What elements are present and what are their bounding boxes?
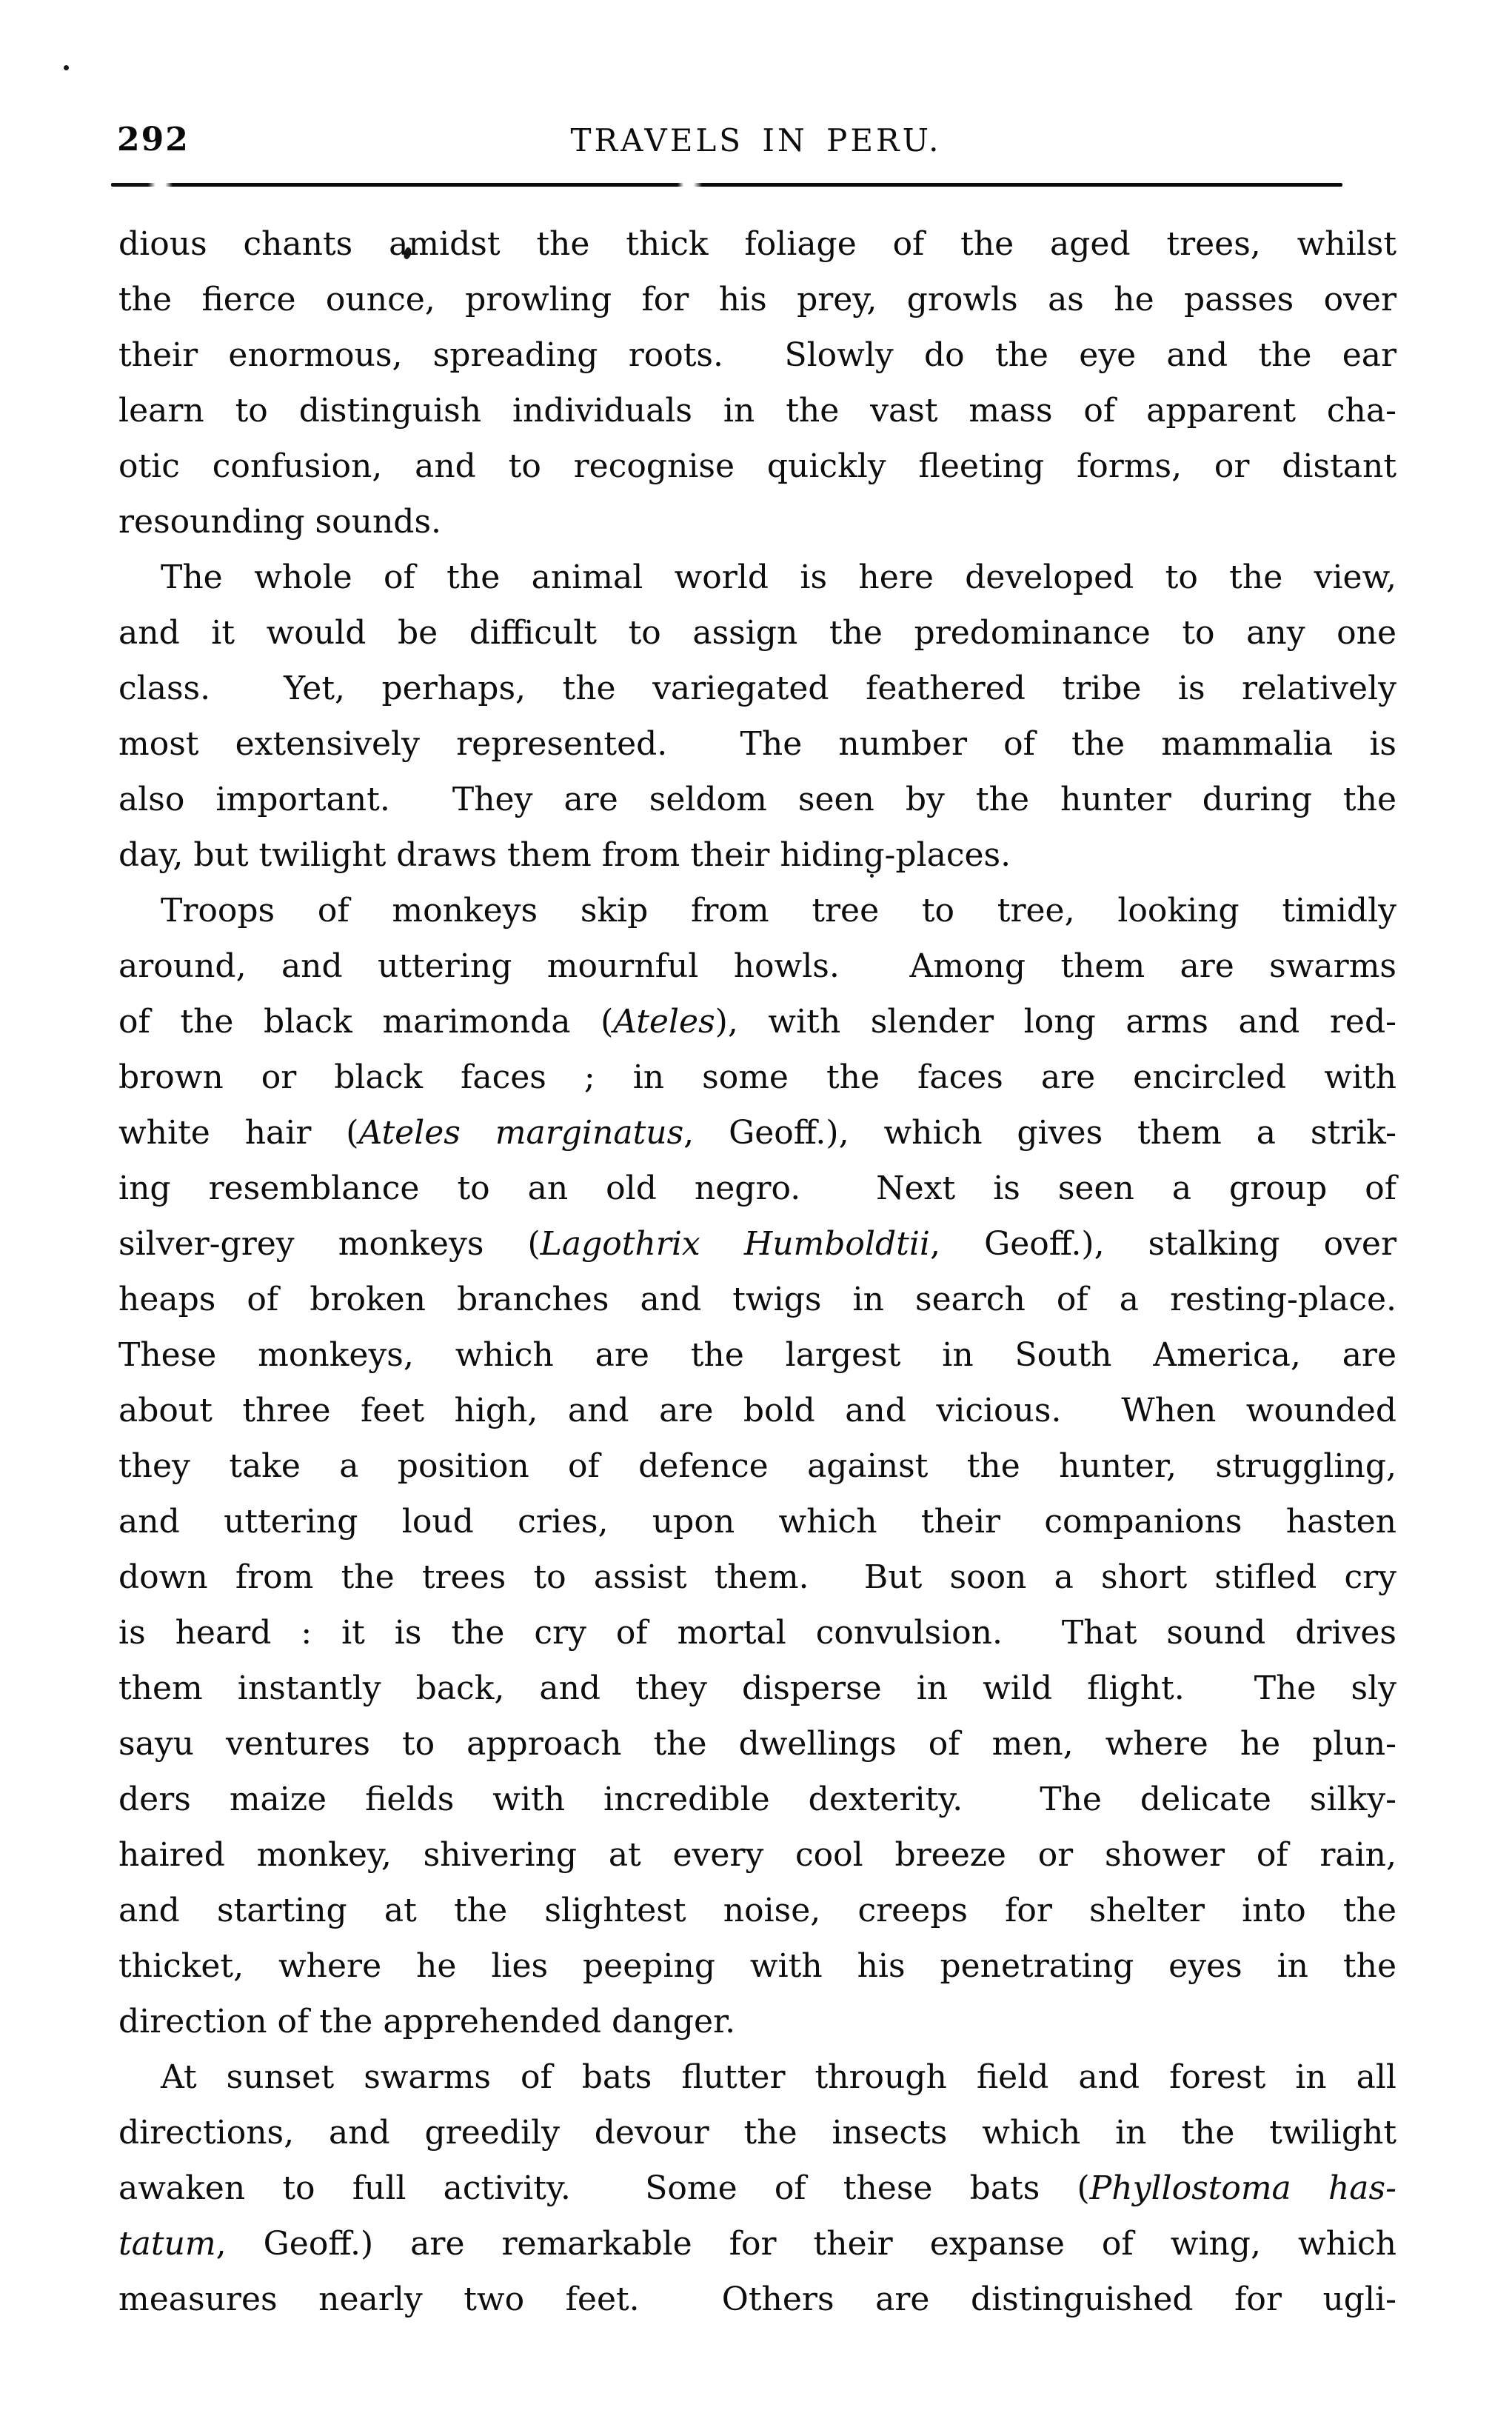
- text-line: [118, 272, 1396, 327]
- text-line: [118, 2160, 1396, 2216]
- text-segment: directions, and greedily devour the insects which in the twilight: [118, 2114, 1396, 2152]
- text-segment: These monkeys, which are the largest in South America, are: [118, 1336, 1396, 1374]
- text-segment: otic confusion, and to recognise quickly fleeting forms, or distant: [118, 447, 1396, 485]
- text-line: [118, 1327, 1396, 1383]
- text-line: [118, 605, 1396, 661]
- header-rule: [111, 183, 1342, 187]
- text-segment: heaps of broken branches and twigs in search of a resting-place.: [118, 1281, 1396, 1318]
- running-title: TRAVELS IN PERU.: [570, 122, 942, 158]
- text-segment: and uttering loud cries, upon which their companions hasten: [118, 1503, 1396, 1541]
- text-segment: ing resemblance to an old negro. Next is seen a group of: [118, 1169, 1396, 1207]
- text-segment: also important. They are seldom seen by the hunter during the: [118, 781, 1396, 818]
- text-line: [118, 1161, 1396, 1216]
- text-line: [118, 1050, 1396, 1105]
- text-line: [118, 1605, 1396, 1661]
- text-line: [118, 1549, 1396, 1605]
- text-line: [118, 2105, 1396, 2160]
- text-line: [118, 2272, 1396, 2327]
- page-number: 292: [117, 121, 190, 158]
- text-segment: measures nearly two feet. Others are distinguished for ugli-: [118, 2280, 1396, 2318]
- text-line: [118, 216, 1396, 272]
- text-line: [118, 1772, 1396, 1827]
- text-segment: class. Yet, perhaps, the variegated feathered tribe is relatively: [118, 670, 1396, 707]
- text-line: [118, 827, 1396, 883]
- text-segment: their enormous, spreading roots. Slowly do the eye and the ear: [118, 336, 1396, 374]
- text-line: [118, 1438, 1396, 1494]
- text-segment: learn to distinguish individuals in the vast mass of apparent cha-: [118, 392, 1396, 430]
- species-name-italic: Lagothrix Humboldtii: [540, 1225, 930, 1263]
- text-segment: direction of the apprehended danger.: [118, 2003, 736, 2040]
- text-line: [118, 550, 1396, 605]
- text-line: [118, 772, 1396, 827]
- text-line: [118, 1105, 1396, 1161]
- text-segment: day, but twilight draws them from their hiding-places.: [118, 836, 1011, 874]
- species-name-italic: Phyllostoma has-: [1089, 2169, 1396, 2207]
- text-segment: ders maize fields with incredible dexterity. The delicate silky-: [118, 1781, 1396, 1818]
- text-segment: , Geoff.), which gives them a strik-: [683, 1114, 1396, 1152]
- text-segment: ), with slender long arms and red-: [715, 1003, 1396, 1041]
- text-segment: is heard : it is the cry of mortal convulsion. That sound drives: [118, 1614, 1396, 1652]
- text-line: [118, 661, 1396, 716]
- text-line: [118, 1216, 1396, 1272]
- text-segment: Troops of monkeys skip from tree to tree, looking timidly: [161, 892, 1396, 930]
- text-segment: At sunset swarms of bats flutter through field and forest in all: [161, 2058, 1396, 2096]
- paragraph: [118, 883, 1396, 2049]
- text-segment: awaken to full activity. Some of these bats (: [118, 2169, 1090, 2207]
- text-line: [118, 327, 1396, 383]
- paragraph: [118, 2049, 1396, 2327]
- text-segment: The whole of the animal world is here developed to the view,: [161, 558, 1396, 596]
- text-segment: and it would be difficult to assign the predominance to any one: [118, 614, 1396, 652]
- ink-speck: [64, 65, 69, 70]
- text-segment: , Geoff.), stalking over: [929, 1225, 1396, 1263]
- text-line: [118, 716, 1396, 772]
- text-segment: the fierce ounce, prowling for his prey, growls as he passes over: [118, 281, 1396, 318]
- species-name-italic: tatum: [118, 2225, 216, 2263]
- text-segment: they take a position of defence against the hunter, struggling,: [118, 1447, 1396, 1485]
- body-text: [118, 216, 1396, 2327]
- text-line: [118, 1272, 1396, 1327]
- text-line: [118, 2216, 1396, 2272]
- text-segment: white hair (: [118, 1114, 359, 1152]
- species-name-italic: Ateles: [613, 1003, 715, 1041]
- text-segment: , Geoff.) are remarkable for their expanse of wing, which: [215, 2225, 1396, 2263]
- text-line: [118, 1827, 1396, 1883]
- paragraph: [118, 216, 1396, 550]
- text-line: [118, 883, 1396, 938]
- text-segment: down from the trees to assist them. But soon a short stifled cry: [118, 1558, 1396, 1596]
- text-line: [118, 1938, 1396, 1994]
- text-line: [118, 1494, 1396, 1549]
- text-segment: dious chants amidst the thick foliage of the aged trees, whilst: [118, 225, 1396, 263]
- text-segment: thicket, where he lies peeping with his penetrating eyes in the: [118, 1947, 1396, 1985]
- text-line: [118, 494, 1396, 550]
- text-segment: resounding sounds.: [118, 503, 442, 541]
- paragraph: [118, 550, 1396, 883]
- text-line: [118, 1716, 1396, 1772]
- text-line: [118, 1661, 1396, 1716]
- text-line: [118, 938, 1396, 994]
- text-segment: around, and uttering mournful howls. Among them are swarms: [118, 947, 1396, 985]
- text-segment: sayu ventures to approach the dwellings of men, where he plun-: [118, 1725, 1396, 1763]
- species-name-italic: Ateles marginatus: [358, 1114, 684, 1152]
- text-line: [118, 1994, 1396, 2049]
- text-segment: of the black marimonda (: [118, 1003, 614, 1041]
- text-line: [118, 2049, 1396, 2105]
- text-line: [118, 383, 1396, 438]
- text-line: [118, 994, 1396, 1050]
- text-segment: them instantly back, and they disperse in wild flight. The sly: [118, 1669, 1396, 1707]
- text-line: [118, 1383, 1396, 1438]
- text-segment: silver-grey monkeys (: [118, 1225, 541, 1263]
- text-segment: about three feet high, and are bold and vicious. When wounded: [118, 1392, 1396, 1429]
- text-line: [118, 1883, 1396, 1938]
- text-segment: brown or black faces ; in some the faces are encircled with: [118, 1058, 1396, 1096]
- text-segment: haired monkey, shivering at every cool breeze or shower of rain,: [118, 1836, 1396, 1874]
- text-segment: most extensively represented. The number of the mammalia is: [118, 725, 1396, 763]
- text-line: [118, 438, 1396, 494]
- text-segment: and starting at the slightest noise, creeps for shelter into the: [118, 1892, 1396, 1929]
